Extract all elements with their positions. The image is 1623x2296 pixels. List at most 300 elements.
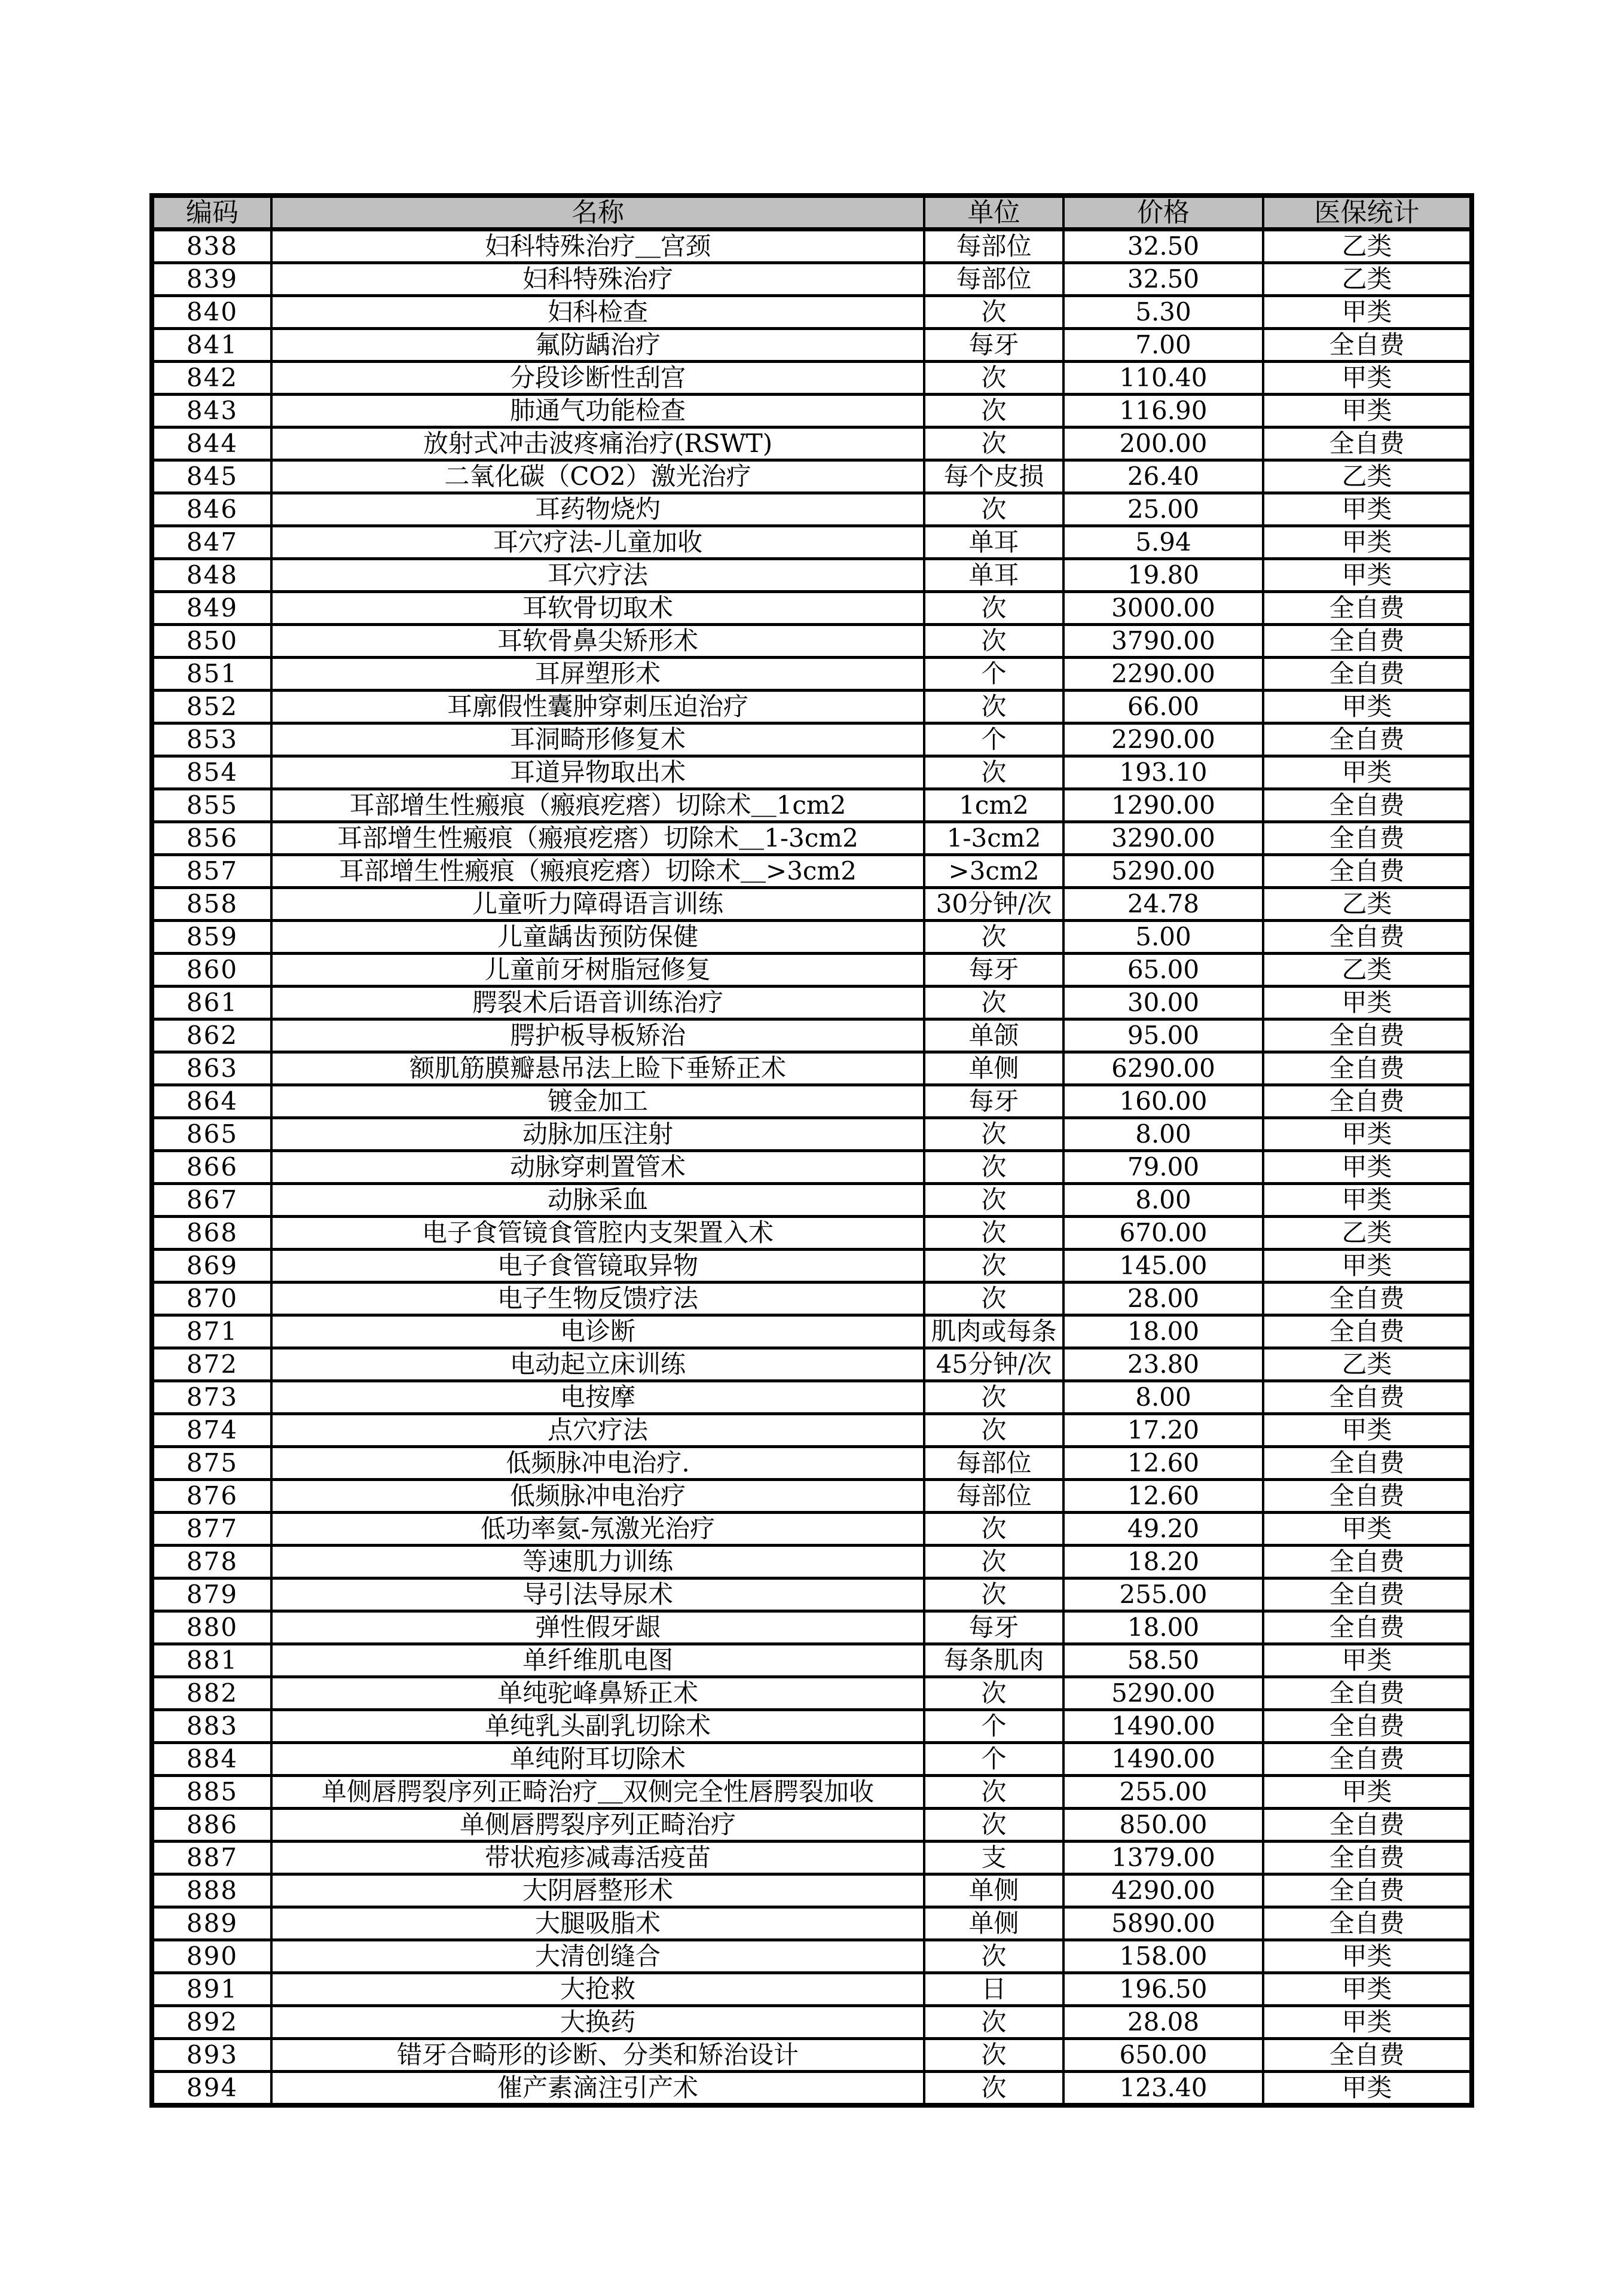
cell-code: 865 (152, 1118, 271, 1151)
cell-code: 846 (152, 493, 271, 526)
cell-unit: 单耳 (924, 526, 1063, 559)
cell-insurance: 甲类 (1263, 1250, 1472, 1283)
cell-code: 845 (152, 460, 271, 493)
cell-unit: 次 (924, 1414, 1063, 1447)
cell-price: 79.00 (1063, 1151, 1263, 1184)
cell-price: 24.78 (1063, 888, 1263, 921)
cell-price: 18.00 (1063, 1315, 1263, 1348)
cell-unit: 日 (924, 1973, 1063, 2006)
cell-unit: 单侧 (924, 1907, 1063, 1940)
cell-code: 861 (152, 987, 271, 1019)
cell-name: 分段诊断性刮宫 (271, 362, 924, 395)
cell-unit: 每条肌肉 (924, 1644, 1063, 1677)
cell-code: 839 (152, 263, 271, 296)
table-row (152, 1217, 1472, 1250)
cell-insurance: 全自费 (1263, 1283, 1472, 1315)
cell-price: 160.00 (1063, 1085, 1263, 1118)
cell-name: 电动起立床训练 (271, 1348, 924, 1381)
cell-unit: 每部位 (924, 1447, 1063, 1480)
table-row (152, 1414, 1472, 1447)
cell-price: 32.50 (1063, 263, 1263, 296)
cell-name: 腭护板导板矫治 (271, 1019, 924, 1052)
cell-name: 电子食管镜食管腔内支架置入术 (271, 1217, 924, 1250)
cell-code: 893 (152, 2039, 271, 2072)
cell-unit: 单侧 (924, 1052, 1063, 1085)
cell-code: 877 (152, 1513, 271, 1546)
cell-insurance: 全自费 (1263, 1809, 1472, 1842)
cell-unit: 次 (924, 625, 1063, 658)
cell-price: 49.20 (1063, 1513, 1263, 1546)
cell-price: 5890.00 (1063, 1907, 1263, 1940)
cell-price: 193.10 (1063, 756, 1263, 789)
table-row (152, 1677, 1472, 1710)
cell-name: 低功率氦-氖激光治疗 (271, 1513, 924, 1546)
table-row (152, 1283, 1472, 1315)
cell-code: 849 (152, 592, 271, 625)
cell-price: 18.20 (1063, 1546, 1263, 1578)
table-body (152, 230, 1472, 2106)
cell-price: 123.40 (1063, 2072, 1263, 2106)
table-row (152, 1513, 1472, 1546)
table-row (152, 987, 1472, 1019)
cell-name: 妇科检查 (271, 296, 924, 329)
cell-name: 弹性假牙龈 (271, 1611, 924, 1644)
cell-insurance: 甲类 (1263, 987, 1472, 1019)
cell-name: 单纯附耳切除术 (271, 1743, 924, 1776)
cell-insurance: 甲类 (1263, 395, 1472, 428)
cell-name: 耳屏塑形术 (271, 658, 924, 691)
cell-code: 856 (152, 822, 271, 855)
cell-name: 耳部增生性瘢痕（瘢痕疙瘩）切除术＿1cm2 (271, 789, 924, 822)
cell-name: 放射式冲击波疼痛治疗(RSWT) (271, 428, 924, 460)
cell-price: 3290.00 (1063, 822, 1263, 855)
cell-insurance: 甲类 (1263, 691, 1472, 723)
cell-insurance: 甲类 (1263, 526, 1472, 559)
cell-code: 864 (152, 1085, 271, 1118)
cell-code: 852 (152, 691, 271, 723)
cell-insurance: 甲类 (1263, 362, 1472, 395)
table-row (152, 1085, 1472, 1118)
cell-price: 1490.00 (1063, 1710, 1263, 1743)
cell-name: 电子生物反馈疗法 (271, 1283, 924, 1315)
cell-insurance: 全自费 (1263, 1085, 1472, 1118)
cell-price: 5290.00 (1063, 855, 1263, 888)
cell-unit: 单侧 (924, 1874, 1063, 1907)
cell-unit: 次 (924, 1546, 1063, 1578)
cell-unit: 次 (924, 2072, 1063, 2106)
cell-code: 848 (152, 559, 271, 592)
cell-unit: 个 (924, 723, 1063, 756)
cell-code: 874 (152, 1414, 271, 1447)
cell-code: 858 (152, 888, 271, 921)
cell-price: 116.90 (1063, 395, 1263, 428)
cell-code: 879 (152, 1578, 271, 1611)
cell-insurance: 全自费 (1263, 1874, 1472, 1907)
cell-insurance: 甲类 (1263, 559, 1472, 592)
cell-name: 单纤维肌电图 (271, 1644, 924, 1677)
cell-unit: 次 (924, 1283, 1063, 1315)
cell-name: 单纯驼峰鼻矫正术 (271, 1677, 924, 1710)
cell-code: 872 (152, 1348, 271, 1381)
cell-name: 镀金加工 (271, 1085, 924, 1118)
cell-name: 耳洞畸形修复术 (271, 723, 924, 756)
cell-code: 851 (152, 658, 271, 691)
table-row (152, 1184, 1472, 1217)
cell-price: 255.00 (1063, 1578, 1263, 1611)
cell-code: 867 (152, 1184, 271, 1217)
cell-price: 12.60 (1063, 1480, 1263, 1513)
cell-price: 5.94 (1063, 526, 1263, 559)
table-row (152, 1151, 1472, 1184)
cell-unit: 次 (924, 1513, 1063, 1546)
cell-price: 158.00 (1063, 1940, 1263, 1973)
cell-insurance: 全自费 (1263, 855, 1472, 888)
table-row (152, 888, 1472, 921)
cell-unit: 30分钟/次 (924, 888, 1063, 921)
cell-name: 单侧唇腭裂序列正畸治疗＿双侧完全性唇腭裂加收 (271, 1776, 924, 1809)
cell-unit: 次 (924, 921, 1063, 954)
cell-insurance: 甲类 (1263, 1118, 1472, 1151)
cell-price: 850.00 (1063, 1809, 1263, 1842)
cell-name: 耳药物烧灼 (271, 493, 924, 526)
table-row (152, 723, 1472, 756)
table-row (152, 1578, 1472, 1611)
cell-code: 891 (152, 1973, 271, 2006)
table-row (152, 756, 1472, 789)
column-header-code: 编码 (152, 196, 271, 230)
cell-price: 5.00 (1063, 921, 1263, 954)
cell-name: 额肌筋膜瓣悬吊法上睑下垂矫正术 (271, 1052, 924, 1085)
cell-price: 8.00 (1063, 1118, 1263, 1151)
cell-unit: 每部位 (924, 1480, 1063, 1513)
cell-unit: 个 (924, 1743, 1063, 1776)
cell-name: 耳软骨切取术 (271, 592, 924, 625)
cell-insurance: 乙类 (1263, 1217, 1472, 1250)
cell-unit: 个 (924, 658, 1063, 691)
cell-name: 动脉穿刺置管术 (271, 1151, 924, 1184)
cell-code: 842 (152, 362, 271, 395)
column-header-unit: 单位 (924, 196, 1063, 230)
cell-unit: 次 (924, 2039, 1063, 2072)
cell-insurance: 甲类 (1263, 1776, 1472, 1809)
column-header-price: 价格 (1063, 196, 1263, 230)
cell-name: 耳部增生性瘢痕（瘢痕疙瘩）切除术＿>3cm2 (271, 855, 924, 888)
cell-name: 动脉采血 (271, 1184, 924, 1217)
table-row (152, 855, 1472, 888)
cell-code: 882 (152, 1677, 271, 1710)
cell-unit: 次 (924, 296, 1063, 329)
cell-price: 95.00 (1063, 1019, 1263, 1052)
cell-insurance: 全自费 (1263, 1447, 1472, 1480)
cell-price: 255.00 (1063, 1776, 1263, 1809)
cell-insurance: 全自费 (1263, 658, 1472, 691)
cell-name: 低频脉冲电治疗. (271, 1447, 924, 1480)
cell-unit: 次 (924, 987, 1063, 1019)
cell-code: 873 (152, 1381, 271, 1414)
cell-code: 890 (152, 1940, 271, 1973)
cell-price: 65.00 (1063, 954, 1263, 987)
table-row (152, 1546, 1472, 1578)
cell-insurance: 甲类 (1263, 1184, 1472, 1217)
cell-name: 耳软骨鼻尖矫形术 (271, 625, 924, 658)
cell-name: 电诊断 (271, 1315, 924, 1348)
table-row (152, 2039, 1472, 2072)
cell-unit: 45分钟/次 (924, 1348, 1063, 1381)
cell-unit: 次 (924, 428, 1063, 460)
cell-insurance: 全自费 (1263, 1907, 1472, 1940)
cell-name: 耳道异物取出术 (271, 756, 924, 789)
table-row (152, 1480, 1472, 1513)
cell-unit: 次 (924, 1578, 1063, 1611)
cell-name: 大换药 (271, 2006, 924, 2039)
cell-code: 884 (152, 1743, 271, 1776)
cell-unit: 次 (924, 1118, 1063, 1151)
cell-unit: 单颌 (924, 1019, 1063, 1052)
cell-name: 氟防龋治疗 (271, 329, 924, 362)
cell-price: 145.00 (1063, 1250, 1263, 1283)
cell-unit: 每部位 (924, 263, 1063, 296)
header-row (152, 196, 1472, 230)
cell-code: 850 (152, 625, 271, 658)
cell-code: 869 (152, 1250, 271, 1283)
cell-insurance: 甲类 (1263, 1151, 1472, 1184)
cell-insurance: 乙类 (1263, 1348, 1472, 1381)
cell-name: 妇科特殊治疗 (271, 263, 924, 296)
cell-price: 19.80 (1063, 559, 1263, 592)
cell-price: 12.60 (1063, 1447, 1263, 1480)
cell-code: 880 (152, 1611, 271, 1644)
cell-name: 耳廓假性囊肿穿刺压迫治疗 (271, 691, 924, 723)
table-row (152, 789, 1472, 822)
cell-insurance: 全自费 (1263, 592, 1472, 625)
table-row (152, 1381, 1472, 1414)
cell-price: 1290.00 (1063, 789, 1263, 822)
cell-price: 25.00 (1063, 493, 1263, 526)
table-row (152, 1019, 1472, 1052)
table-row (152, 559, 1472, 592)
table-row (152, 460, 1472, 493)
cell-unit: 次 (924, 1184, 1063, 1217)
cell-code: 881 (152, 1644, 271, 1677)
cell-code: 860 (152, 954, 271, 987)
cell-insurance: 乙类 (1263, 888, 1472, 921)
cell-code: 878 (152, 1546, 271, 1578)
cell-name: 点穴疗法 (271, 1414, 924, 1447)
table-row (152, 1809, 1472, 1842)
table-row (152, 1644, 1472, 1677)
cell-code: 853 (152, 723, 271, 756)
cell-unit: 次 (924, 1809, 1063, 1842)
table-row (152, 329, 1472, 362)
table-row (152, 625, 1472, 658)
cell-code: 889 (152, 1907, 271, 1940)
table-row (152, 822, 1472, 855)
cell-insurance: 全自费 (1263, 1480, 1472, 1513)
cell-insurance: 甲类 (1263, 2072, 1472, 2106)
cell-code: 870 (152, 1283, 271, 1315)
cell-price: 8.00 (1063, 1184, 1263, 1217)
cell-unit: 次 (924, 1151, 1063, 1184)
cell-insurance: 全自费 (1263, 1743, 1472, 1776)
cell-unit: 单耳 (924, 559, 1063, 592)
cell-price: 28.08 (1063, 2006, 1263, 2039)
cell-insurance: 全自费 (1263, 822, 1472, 855)
cell-name: 低频脉冲电治疗 (271, 1480, 924, 1513)
cell-unit: 每牙 (924, 954, 1063, 987)
table-row (152, 691, 1472, 723)
cell-name: 大抢救 (271, 1973, 924, 2006)
cell-name: 单纯乳头副乳切除术 (271, 1710, 924, 1743)
cell-code: 841 (152, 329, 271, 362)
cell-unit: 每个皮损 (924, 460, 1063, 493)
table-row (152, 1315, 1472, 1348)
table-row (152, 2006, 1472, 2039)
cell-code: 883 (152, 1710, 271, 1743)
cell-unit: 次 (924, 493, 1063, 526)
cell-code: 862 (152, 1019, 271, 1052)
table-row (152, 1052, 1472, 1085)
table-row (152, 1874, 1472, 1907)
cell-name: 腭裂术后语音训练治疗 (271, 987, 924, 1019)
cell-price: 6290.00 (1063, 1052, 1263, 1085)
cell-price: 8.00 (1063, 1381, 1263, 1414)
cell-insurance: 全自费 (1263, 723, 1472, 756)
cell-insurance: 全自费 (1263, 1842, 1472, 1874)
cell-unit: 1cm2 (924, 789, 1063, 822)
table-row (152, 362, 1472, 395)
cell-insurance: 甲类 (1263, 756, 1472, 789)
cell-code: 840 (152, 296, 271, 329)
cell-unit: 个 (924, 1710, 1063, 1743)
cell-code: 855 (152, 789, 271, 822)
cell-code: 838 (152, 230, 271, 263)
cell-price: 196.50 (1063, 1973, 1263, 2006)
cell-code: 887 (152, 1842, 271, 1874)
cell-insurance: 全自费 (1263, 789, 1472, 822)
cell-name: 大腿吸脂术 (271, 1907, 924, 1940)
table-row (152, 230, 1472, 263)
cell-name: 儿童前牙树脂冠修复 (271, 954, 924, 987)
cell-unit: >3cm2 (924, 855, 1063, 888)
table-row (152, 493, 1472, 526)
cell-name: 电子食管镜取异物 (271, 1250, 924, 1283)
table-row (152, 1940, 1472, 1973)
cell-name: 错牙合畸形的诊断、分类和矫治设计 (271, 2039, 924, 2072)
table-row (152, 1907, 1472, 1940)
table-row (152, 1776, 1472, 1809)
cell-price: 2290.00 (1063, 658, 1263, 691)
cell-unit: 肌肉或每条 (924, 1315, 1063, 1348)
cell-name: 带状疱疹减毒活疫苗 (271, 1842, 924, 1874)
cell-name: 动脉加压注射 (271, 1118, 924, 1151)
cell-name: 等速肌力训练 (271, 1546, 924, 1578)
cell-insurance: 全自费 (1263, 1578, 1472, 1611)
cell-name: 导引法导尿术 (271, 1578, 924, 1611)
cell-price: 4290.00 (1063, 1874, 1263, 1907)
cell-name: 儿童龋齿预防保健 (271, 921, 924, 954)
table-row (152, 921, 1472, 954)
cell-unit: 次 (924, 1940, 1063, 1973)
cell-code: 863 (152, 1052, 271, 1085)
cell-code: 892 (152, 2006, 271, 2039)
cell-insurance: 全自费 (1263, 1315, 1472, 1348)
cell-price: 5290.00 (1063, 1677, 1263, 1710)
cell-name: 儿童听力障碍语言训练 (271, 888, 924, 921)
cell-name: 电按摩 (271, 1381, 924, 1414)
cell-unit: 次 (924, 756, 1063, 789)
cell-insurance: 甲类 (1263, 1973, 1472, 2006)
cell-price: 5.30 (1063, 296, 1263, 329)
cell-insurance: 全自费 (1263, 1677, 1472, 1710)
cell-unit: 次 (924, 1677, 1063, 1710)
table-row (152, 2072, 1472, 2106)
cell-name: 大阴唇整形术 (271, 1874, 924, 1907)
cell-insurance: 甲类 (1263, 1940, 1472, 1973)
cell-price: 650.00 (1063, 2039, 1263, 2072)
cell-price: 23.80 (1063, 1348, 1263, 1381)
cell-unit: 1-3cm2 (924, 822, 1063, 855)
cell-unit: 每牙 (924, 1085, 1063, 1118)
cell-code: 866 (152, 1151, 271, 1184)
cell-unit: 支 (924, 1842, 1063, 1874)
cell-code: 885 (152, 1776, 271, 1809)
cell-code: 857 (152, 855, 271, 888)
cell-code: 843 (152, 395, 271, 428)
cell-price: 7.00 (1063, 329, 1263, 362)
table-row (152, 592, 1472, 625)
cell-insurance: 全自费 (1263, 921, 1472, 954)
table-row (152, 1348, 1472, 1381)
cell-code: 886 (152, 1809, 271, 1842)
cell-price: 30.00 (1063, 987, 1263, 1019)
cell-insurance: 乙类 (1263, 230, 1472, 263)
cell-name: 单侧唇腭裂序列正畸治疗 (271, 1809, 924, 1842)
column-header-insurance: 医保统计 (1263, 196, 1472, 230)
table-row (152, 296, 1472, 329)
cell-insurance: 全自费 (1263, 2039, 1472, 2072)
cell-insurance: 全自费 (1263, 329, 1472, 362)
cell-unit: 次 (924, 362, 1063, 395)
cell-code: 847 (152, 526, 271, 559)
cell-unit: 次 (924, 2006, 1063, 2039)
cell-insurance: 甲类 (1263, 1644, 1472, 1677)
table-row (152, 1118, 1472, 1151)
cell-price: 3790.00 (1063, 625, 1263, 658)
cell-price: 1379.00 (1063, 1842, 1263, 1874)
cell-insurance: 全自费 (1263, 428, 1472, 460)
cell-name: 催产素滴注引产术 (271, 2072, 924, 2106)
cell-unit: 每牙 (924, 329, 1063, 362)
table-row (152, 1250, 1472, 1283)
cell-unit: 每部位 (924, 230, 1063, 263)
table-row (152, 526, 1472, 559)
cell-insurance: 全自费 (1263, 1611, 1472, 1644)
cell-insurance: 全自费 (1263, 1381, 1472, 1414)
cell-name: 二氧化碳（CO2）激光治疗 (271, 460, 924, 493)
cell-code: 859 (152, 921, 271, 954)
cell-unit: 每牙 (924, 1611, 1063, 1644)
cell-insurance: 甲类 (1263, 296, 1472, 329)
cell-code: 871 (152, 1315, 271, 1348)
cell-unit: 次 (924, 1776, 1063, 1809)
cell-price: 58.50 (1063, 1644, 1263, 1677)
cell-code: 888 (152, 1874, 271, 1907)
cell-price: 1490.00 (1063, 1743, 1263, 1776)
cell-unit: 次 (924, 1381, 1063, 1414)
cell-insurance: 乙类 (1263, 954, 1472, 987)
cell-code: 844 (152, 428, 271, 460)
cell-code: 875 (152, 1447, 271, 1480)
